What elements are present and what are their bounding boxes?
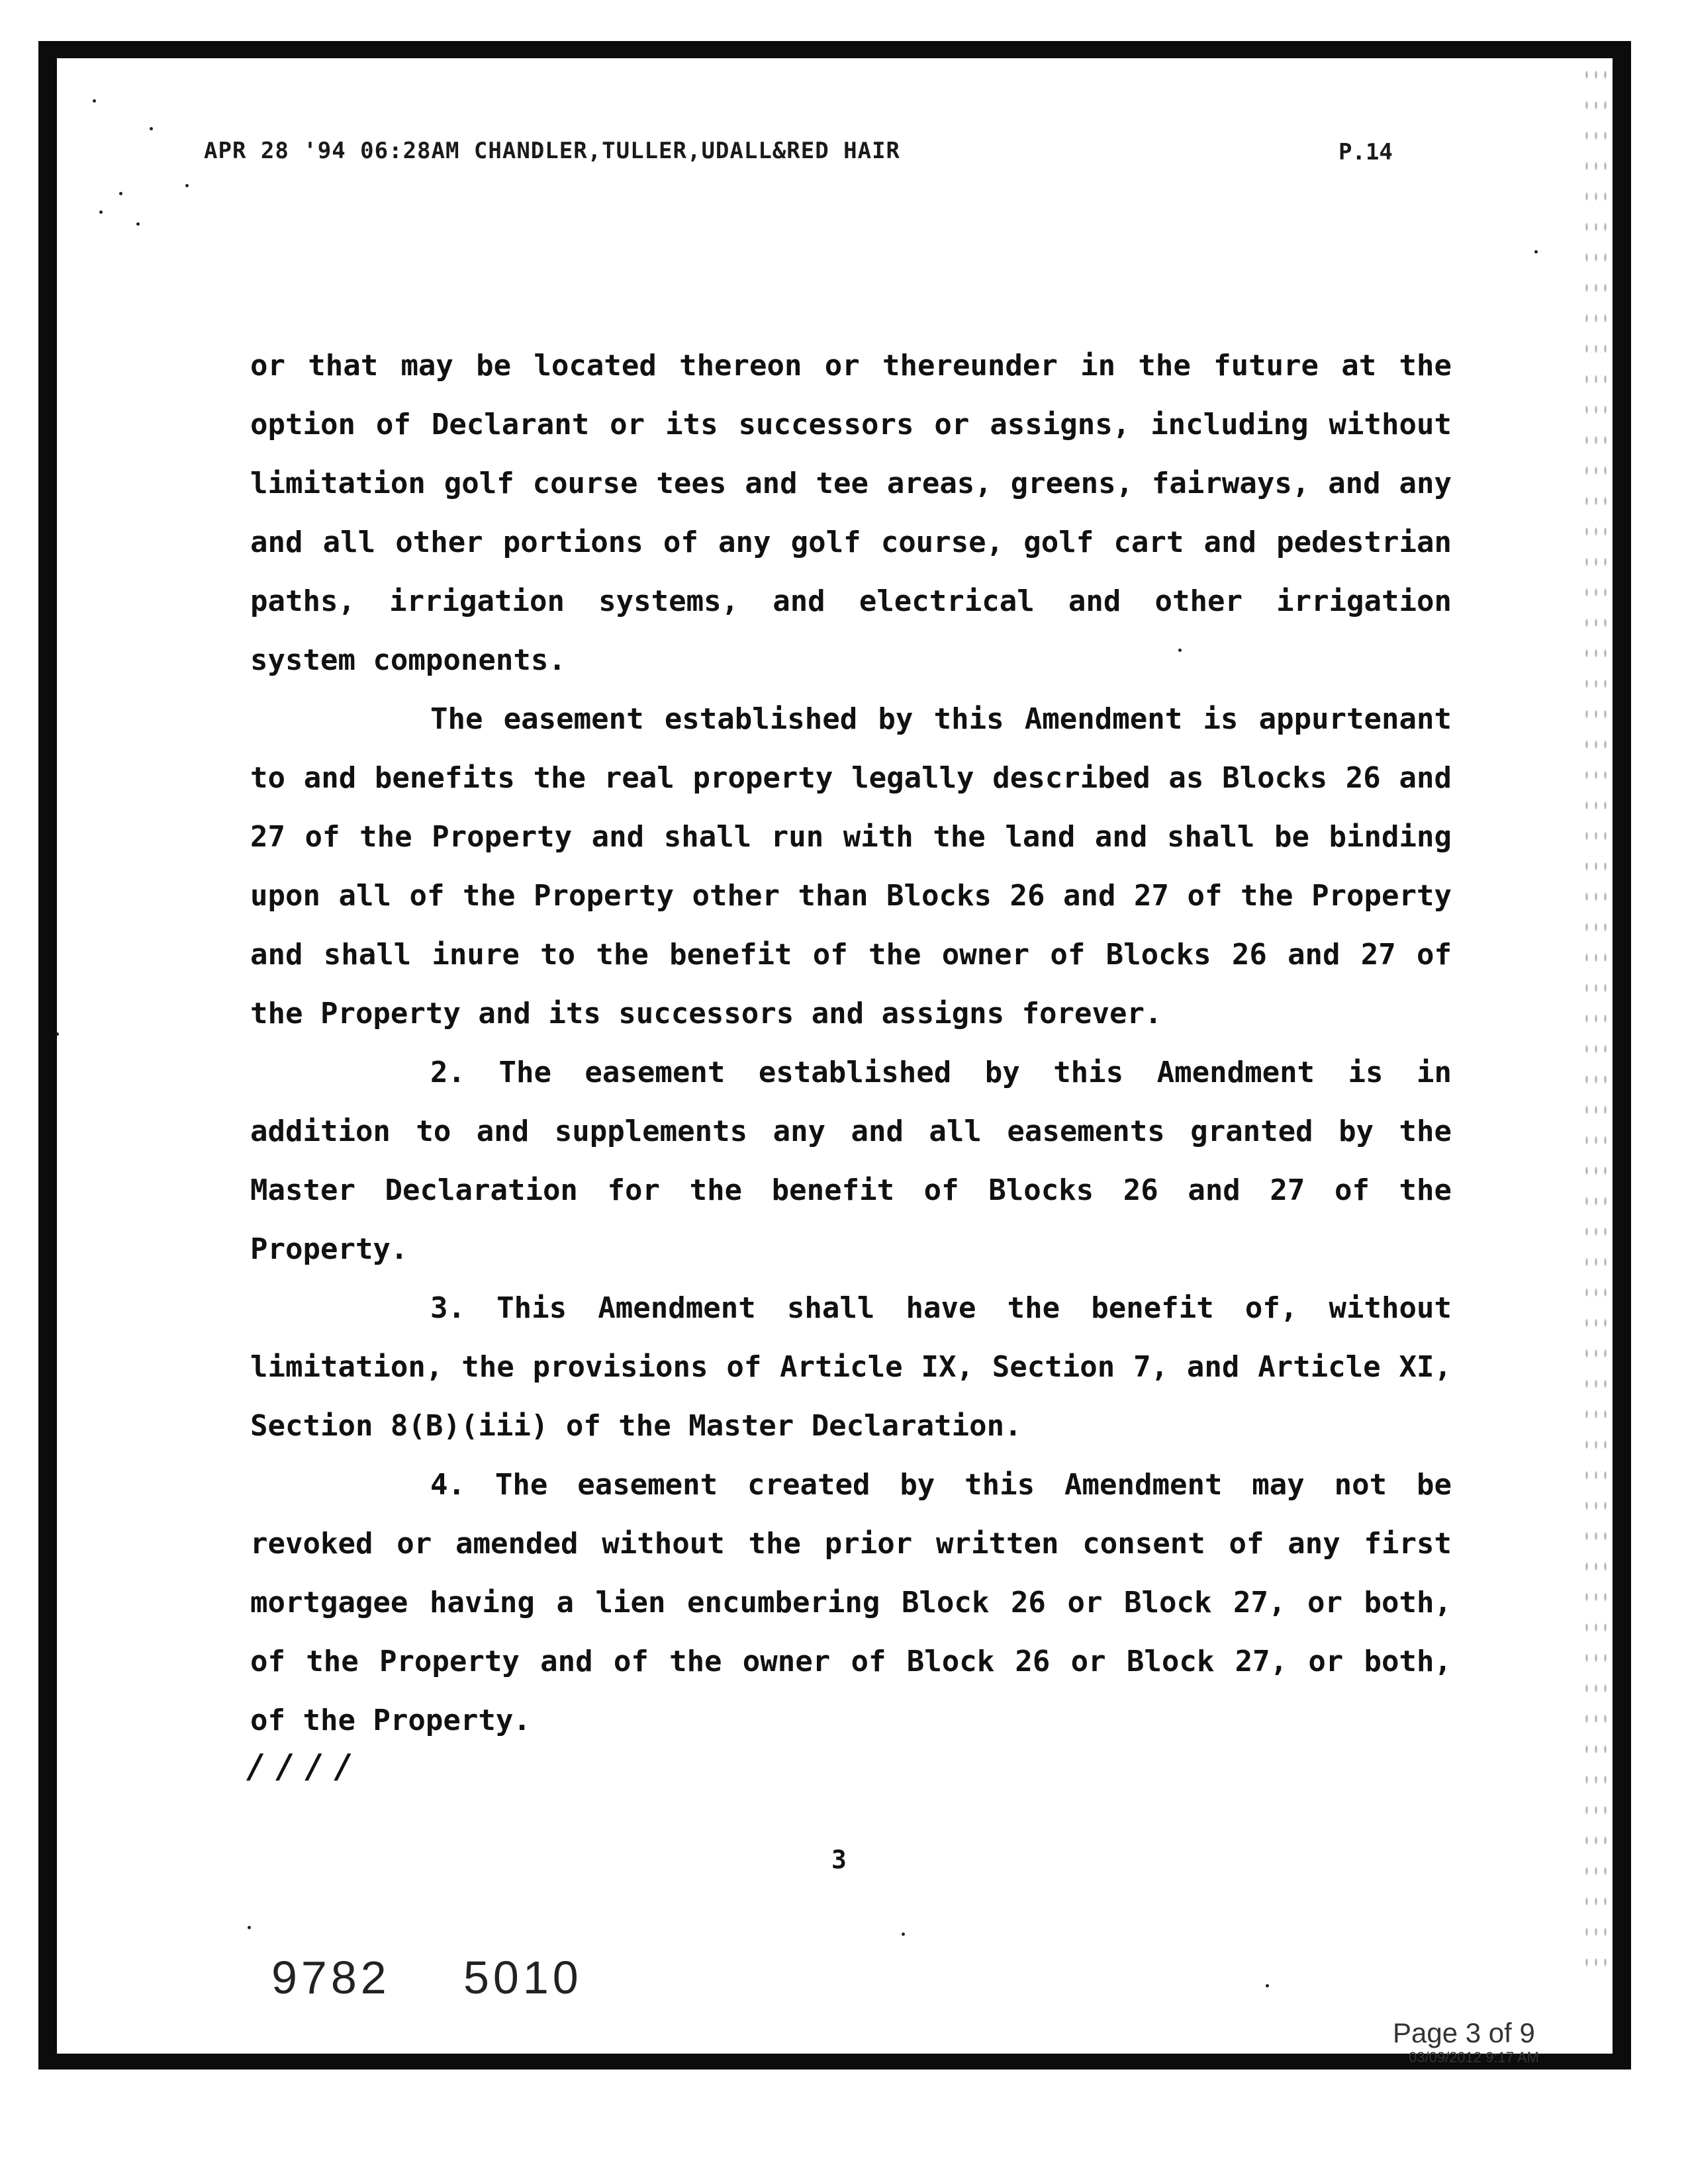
paragraph-appurtenant: The easement established by this Amendment is appurtenant to and benefits the real property legally described as Blocks 26 and 27 of the Property and shall run with the land and shall be binding upon all of the Property other than Blocks 26 and 27 of the Property and shall inure to the benefit of the owner of Blocks 26 and 27 of the Property and its successors and assigns forever. — [250, 702, 1452, 1030]
scan-speck — [119, 192, 122, 195]
document-body — [250, 336, 1452, 1750]
recording-page-number: 5010 — [463, 1952, 583, 2003]
paragraph-continuation: or that may be located thereon or thereunder in the future at the option of Declarant or its successors or assigns, including without limitation golf course tees and tee areas, greens, fairways, and any and all other portions of any golf course, golf cart and pedestrian paths, irrigation systems, and electrical and other irrigation system components. — [250, 349, 1452, 677]
page-of-indicator: Page 3 of 9 — [1393, 2017, 1535, 2048]
recording-book-number: 9782 — [271, 1952, 391, 2003]
scan-speck — [1266, 1984, 1269, 1987]
paragraph-4: 4. The easement created by this Amendment may not be revoked or amended without the prior written consent of any first mortgagee having a lien encumbering Block 26 or Block 27, or both, of the Property and of the owner of Block 26 or Block 27, or both, of the Property. — [250, 1468, 1452, 1737]
scan-speck — [185, 184, 189, 187]
scan-speck — [150, 127, 153, 130]
fax-header: APR 28 '94 06:28AM CHANDLER,TULLER,UDALL&RED HAIR — [204, 138, 901, 164]
scan-speck — [93, 99, 96, 103]
scan-speck — [56, 1032, 59, 1036]
page-number: 3 — [831, 1845, 847, 1874]
scan-speck — [902, 1933, 905, 1936]
scan-noise — [1582, 60, 1609, 1979]
scan-speck — [248, 1926, 251, 1929]
paragraph-3: 3. This Amendment shall have the benefit of, without limitation, the provisions of Article IX, Section 7, and Article XI, Section 8(B)(iii) of the Master Declaration. — [250, 1291, 1452, 1443]
scan-speck — [99, 210, 103, 214]
print-timestamp: 03/09/2012 9:17 AM — [1409, 2049, 1539, 2066]
fax-page-number: P.14 — [1338, 139, 1393, 165]
scan-speck — [136, 222, 140, 226]
continuation-slashes: //// — [246, 1747, 363, 1786]
paragraph-2: 2. The easement established by this Amendment is in addition to and supplements any and all easements granted by the Master Declaration for the benefit of Blocks 26 and 27 of the Property. — [250, 1056, 1452, 1266]
scan-speck — [1534, 250, 1538, 253]
